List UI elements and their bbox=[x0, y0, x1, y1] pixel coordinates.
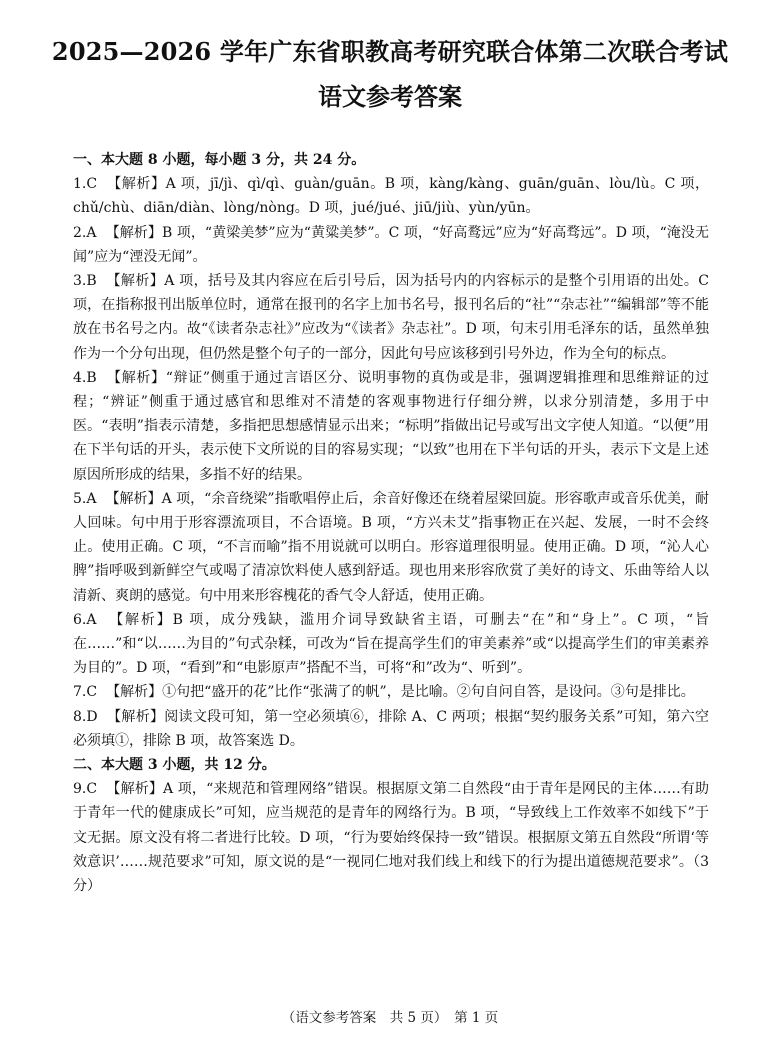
question-number: 4. bbox=[73, 369, 87, 386]
answer-item bbox=[73, 269, 709, 366]
answer-item bbox=[73, 221, 709, 269]
answer-letter: D bbox=[86, 708, 98, 725]
analysis-tag: 【解析】 bbox=[112, 490, 162, 507]
analysis-tag: 【解析】 bbox=[113, 273, 165, 290]
answer-letter: B bbox=[86, 369, 97, 386]
analysis-text: ①句把“盛开的花”比作“张满了的帆”，是比喻。②句自问自答，是设问。③句是排比。 bbox=[162, 684, 695, 701]
exam-title: 2025—2026 学年广东省职教高考研究联合体第二次联合考试 bbox=[51, 37, 729, 66]
question-number: 9. bbox=[73, 781, 87, 798]
analysis-text: A 项，“来规范和管理网络”错误。根据原文第二自然段“由于青年是网民的主体……有助于青年一代的健康成长”可知，应当规范的是青年的网络行为。B 项，“导致线上工作效率不如线下”于文无据。原文没有将二者进行比较。D 项，“行为要始终保持一致”错误。根据原文第五自然段“所谓‘等效意识’……规范要求”可知，原文说的是“一视同仁地对我们线上和线下的行为提出道德规范要求”。（3 分） bbox=[73, 781, 710, 895]
analysis-text: B 项，成分残缺，滥用介词导致缺省主语，可删去“在”和“身上”。C 项，“旨在……”和“以……为目的”句式杂糅，可改为“旨在提高学生们的审美素养”或“以提高学生们的审美素养为目的”。D 项，“看到”和“电影原声”搭配不当，可将“和”改为“、听到”。 bbox=[73, 611, 710, 677]
analysis-tag: 【解析】 bbox=[116, 611, 173, 628]
answer-letter: A bbox=[86, 224, 97, 241]
analysis-tag: 【解析】 bbox=[114, 176, 166, 193]
question-number: 6. bbox=[73, 611, 87, 628]
analysis-text: B 项，“黄梁美梦”应为“黄粱美梦”。C 项，“好高鹜远”应为“好高骛远”。D 项，“淹没无闻”应为“湮没无闻”。 bbox=[73, 224, 710, 265]
answer-letter: C bbox=[86, 176, 98, 193]
answer-item bbox=[73, 680, 709, 704]
page-footer: （语文参考答案 共 5 页） 第 1 页 bbox=[281, 1010, 499, 1026]
question-number: 2. bbox=[73, 224, 87, 241]
question-number: 3. bbox=[73, 273, 87, 290]
question-number: 7. bbox=[73, 684, 87, 701]
analysis-text: A 项，jī/jì、qì/qì、guàn/guān。B 项，kàng/kàng、guān/guān、lòu/lù。C 项，chǔ/chù、diān/diàn、lòng/nòng。D 项，jué/jué、jiū/jiù、yùn/yūn。 bbox=[73, 176, 709, 217]
analysis-tag: 【解析】 bbox=[113, 781, 164, 798]
analysis-text: 阅读文段可知，第一空必须填⑥，排除 A、C 两项；根据“契约服务关系”可知，第六空必须填①，排除 B 项，故答案选 D。 bbox=[73, 708, 710, 749]
answer-letter: A bbox=[86, 611, 97, 628]
answer-item bbox=[73, 366, 709, 487]
analysis-text: A 项，括号及其内容应在后引号后，因为括号内的内容标示的是整个引用语的出处。C 项，在指称报刊出版单位时，通常在报刊的名字上加书名号，报刊名后的“社”“杂志社”“编辑部”等不能放在书名号之内。故“《读者杂志社》”应改为“《读者》杂志社”。D 项，句末引用毛泽东的话，虽然单独作为一个分句出现，但仍然是整个句子的一部分，因此句号应该移到引号外边，作为全句的标点。 bbox=[73, 273, 709, 362]
analysis-tag: 【解析】 bbox=[114, 369, 166, 386]
answer-item bbox=[73, 608, 709, 681]
document-subtitle: 语文参考答案 bbox=[318, 82, 462, 111]
question-number: 1. bbox=[73, 176, 87, 193]
answer-item bbox=[73, 705, 709, 753]
answer-item bbox=[73, 487, 709, 608]
answer-item bbox=[73, 777, 709, 898]
section-heading: 一、本大题 8 小题，每小题 3 分，共 24 分。 bbox=[73, 152, 366, 168]
section-heading: 二、本大题 3 小题，共 12 分。 bbox=[73, 757, 276, 774]
answer-content bbox=[73, 148, 709, 898]
answer-letter: A bbox=[86, 490, 97, 507]
answer-letter: C bbox=[86, 684, 98, 701]
answer-item bbox=[73, 172, 709, 220]
analysis-tag: 【解析】 bbox=[114, 708, 165, 725]
analysis-text: “辩证”侧重于通过言语区分、说明事物的真伪或是非，强调逻辑推理和思维辩证的过程；“辨证”侧重于通过感官和思维对不清楚的客观事物进行仔细分辨，以求分别清楚，多用于中医。“表明”指表示清楚，多指把思想感情显示出来；“标明”指做出记号或写出文字使人知道。“以便”用在下半句话的开头，表示使下文所说的目的容易实现；“以致”也用在下半句话的开头，表示下文是上述原因所形成的结果，多指不好的结果。 bbox=[73, 369, 710, 483]
question-number: 8. bbox=[73, 708, 87, 725]
answer-letter: C bbox=[86, 781, 98, 798]
analysis-tag: 【解析】 bbox=[112, 224, 162, 241]
analysis-text: A 项，“余音绕梁”指歌唱停止后，余音好像还在绕着屋梁回旋。形容歌声或音乐优美，耐人回味。句中用于形容漂流项目，不合语境。B 项，“方兴未艾”指事物正在兴起、发展，一时不会终止。使用正确。C 项，“不言而喻”指不用说就可以明白。形容道理很明显。使用正确。D 项，“沁人心脾”指呼吸到新鲜空气或喝了清凉饮料使人感到舒适。现也用来形容欣赏了美好的诗文、乐曲等给人以清新、爽朗的感觉。句中用来形容槐花的香气令人舒适，使用正确。 bbox=[73, 490, 710, 604]
question-number: 5. bbox=[73, 490, 87, 507]
answer-letter: B bbox=[86, 273, 97, 290]
analysis-tag: 【解析】 bbox=[113, 684, 163, 701]
